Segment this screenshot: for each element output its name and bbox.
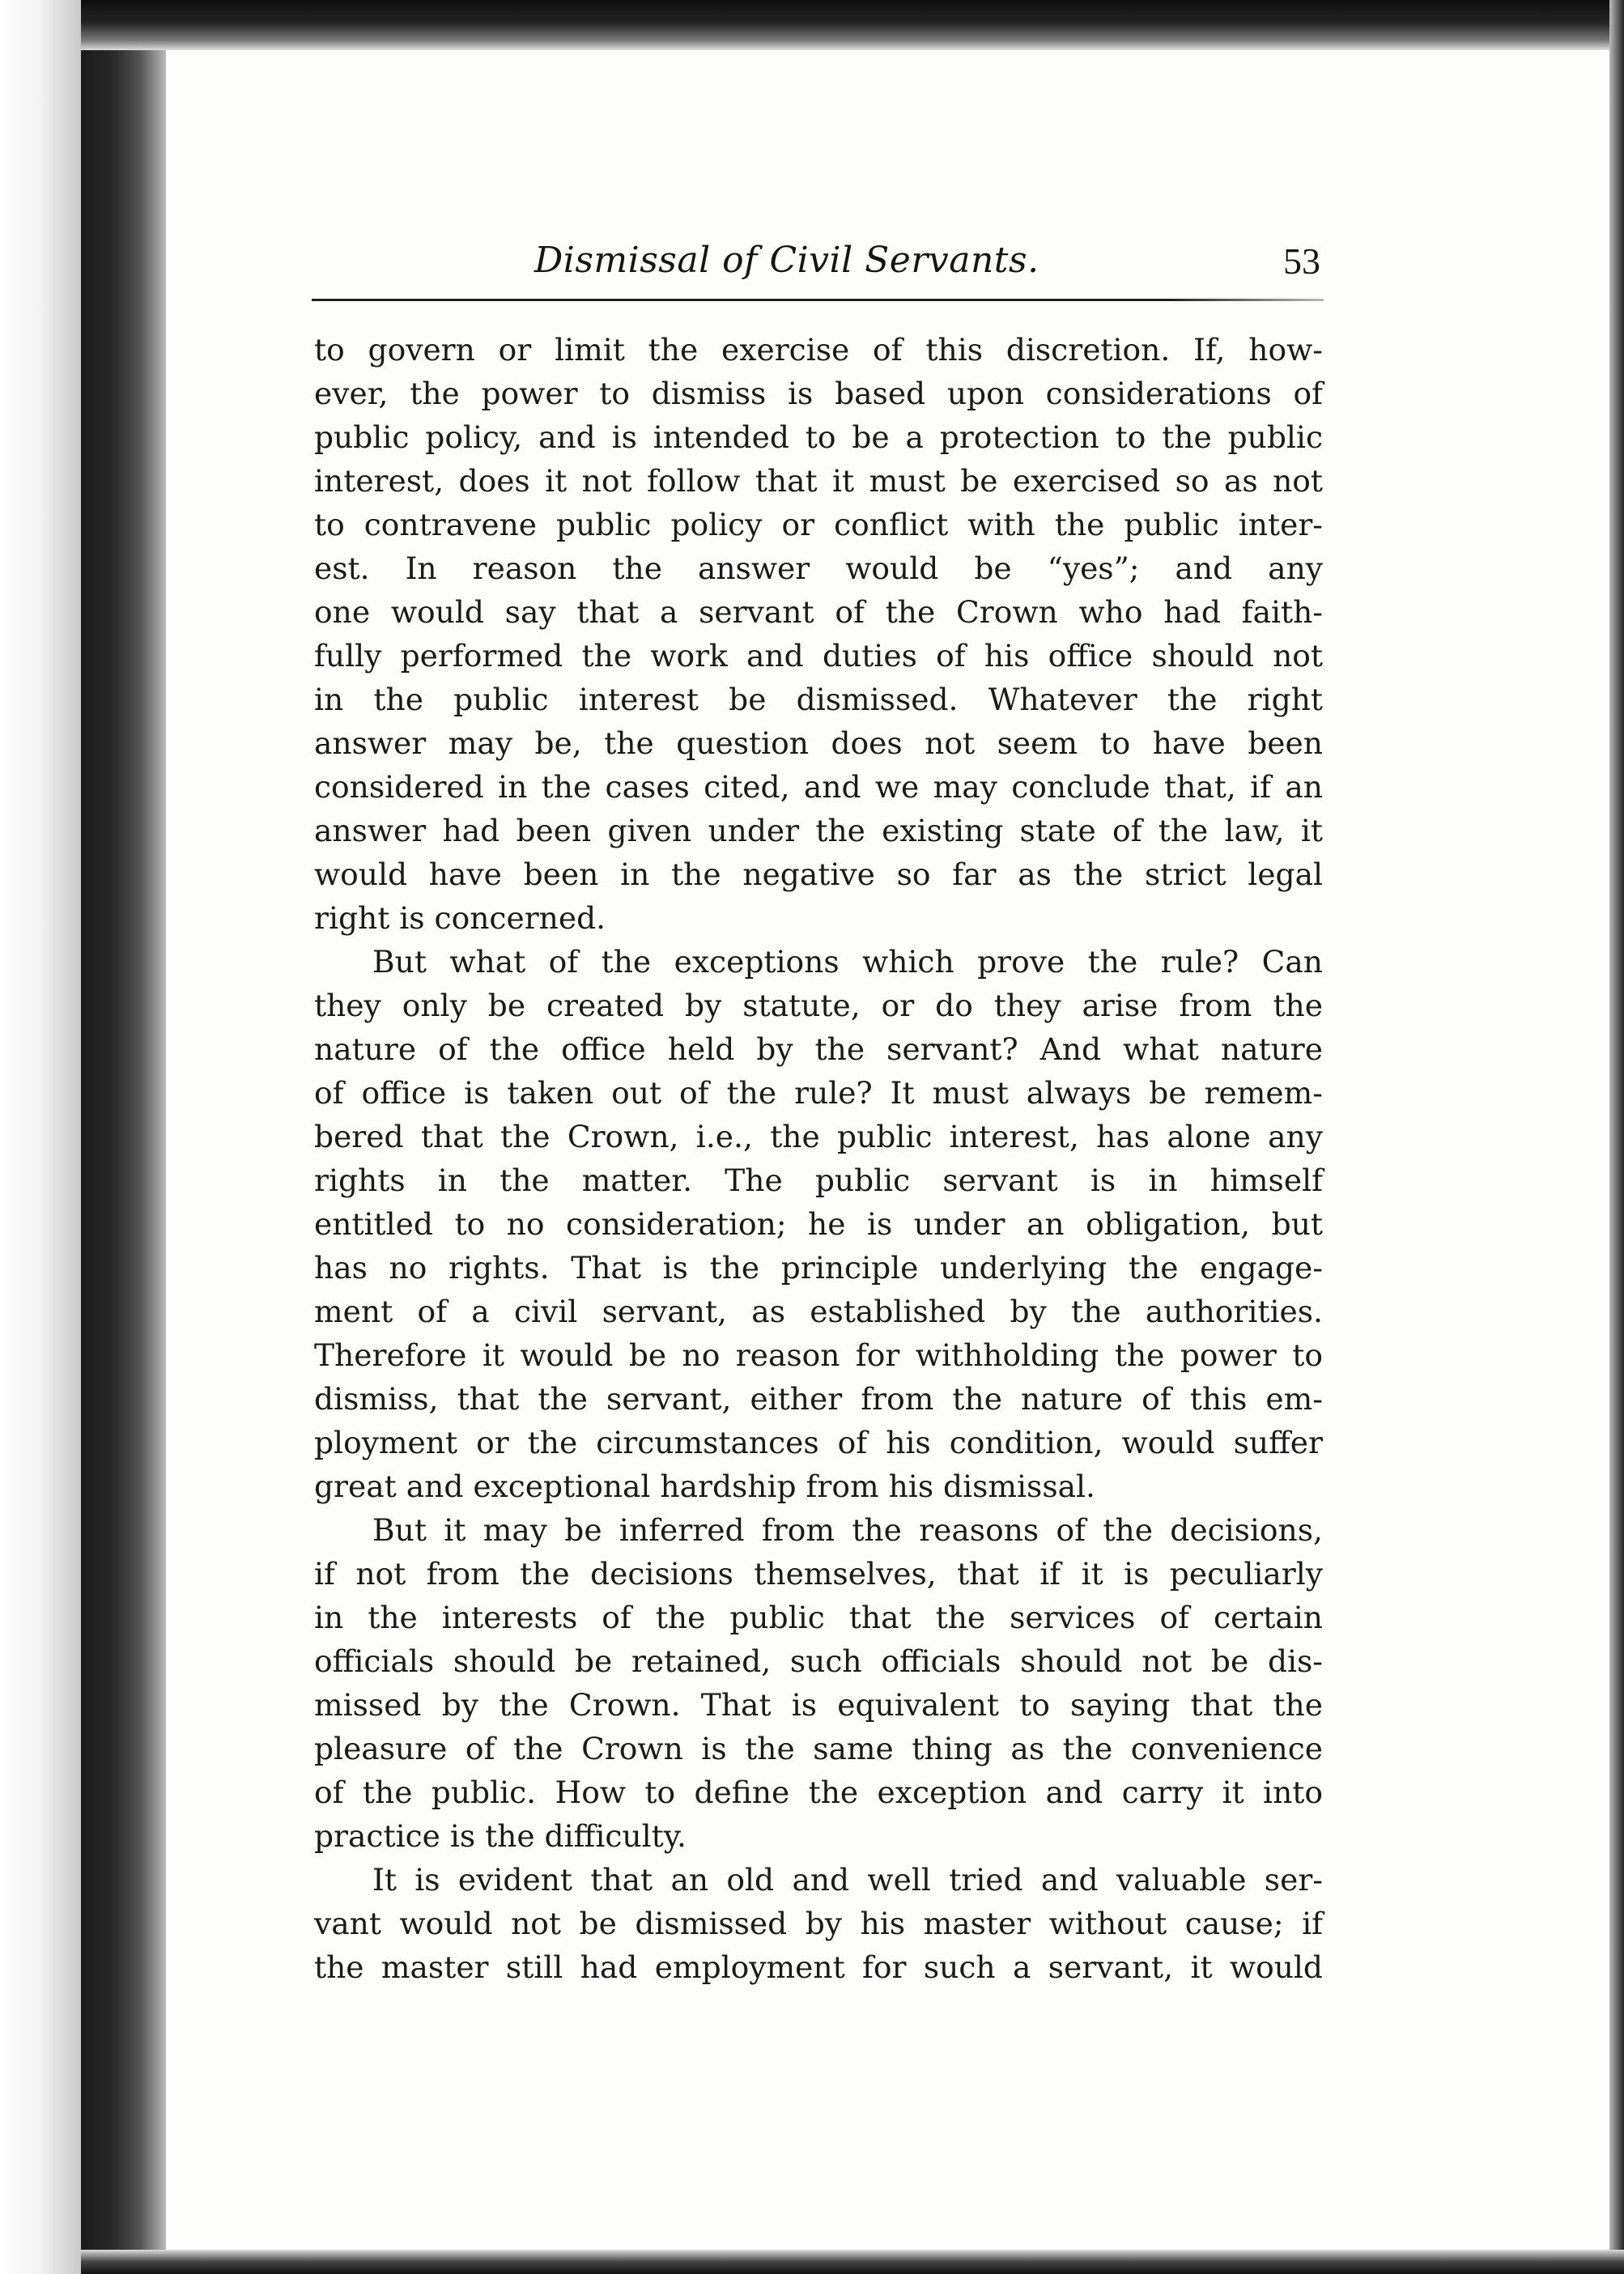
text-line: nature of the office held by the servant? And what nature xyxy=(314,1031,1323,1067)
text-line: missed by the Crown. That is equivalent to saying that the xyxy=(314,1687,1323,1723)
page-number: 53 xyxy=(1283,240,1320,282)
text-line: the master still had employment for such a servant, it would xyxy=(314,1949,1323,1985)
text-line: est. In reason the answer would be “yes”; and any xyxy=(314,550,1323,586)
text-line: dismiss, that the servant, either from the nature of this em- xyxy=(314,1381,1323,1417)
paragraph-1 xyxy=(314,328,1323,940)
header-rule xyxy=(312,299,1324,301)
text-line: considered in the cases cited, and we may conclude that, if an xyxy=(314,769,1323,805)
scan-edge-top xyxy=(81,0,1624,50)
body-text xyxy=(314,328,1323,1989)
text-line: answer had been given under the existing state of the law, it xyxy=(314,813,1323,848)
text-line: pleasure of the Crown is the same thing as the convenience xyxy=(314,1731,1323,1766)
text-line: right is concerned. xyxy=(314,900,606,936)
text-line: to govern or limit the exercise of this discretion. If, how- xyxy=(314,332,1323,368)
text-line: if not from the decisions themselves, that if it is peculiarly xyxy=(314,1556,1323,1592)
text-line: interest, does it not follow that it must be exercised so as not xyxy=(314,463,1323,499)
text-line: rights in the matter. The public servant is in himself xyxy=(314,1163,1323,1198)
text-line: ployment or the circumstances of his condition, would suffer xyxy=(314,1425,1323,1460)
text-line: one would say that a servant of the Crown who had faith- xyxy=(314,594,1323,630)
text-line: bered that the Crown, i.e., the public interest, has alone any xyxy=(314,1119,1323,1154)
text-line: great and exceptional hardship from his dismissal. xyxy=(314,1469,1095,1504)
text-line: officials should be retained, such officials should not be dis- xyxy=(314,1643,1323,1679)
book-binding-shadow xyxy=(81,32,166,2251)
text-line: of the public. How to define the exception and carry it into xyxy=(314,1775,1323,1810)
paragraph-2 xyxy=(314,940,1323,1508)
text-line: in the public interest be dismissed. Whatever the right xyxy=(314,682,1323,717)
text-line: vant would not be dismissed by his master without cause; if xyxy=(314,1906,1323,1941)
text-line: ment of a civil servant, as established by the authorities. xyxy=(314,1294,1323,1329)
text-line: to contravene public policy or conflict with the public inter- xyxy=(314,507,1323,542)
text-line: they only be created by statute, or do they arise from the xyxy=(314,988,1323,1023)
scan-margin-left xyxy=(0,0,81,2274)
text-line: has no rights. That is the principle underlying the engage- xyxy=(314,1250,1323,1286)
scan-edge-right xyxy=(1609,0,1624,2274)
text-line: entitled to no consideration; he is under an obligation, but xyxy=(314,1206,1323,1242)
text-line: in the interests of the public that the services of certain xyxy=(314,1600,1323,1635)
text-line: Therefore it would be no reason for withholding the power to xyxy=(314,1337,1323,1373)
text-line: But it may be inferred from the reasons of the decisions, xyxy=(372,1512,1323,1548)
text-line: answer may be, the question does not seem to have been xyxy=(314,725,1323,761)
page-header xyxy=(312,240,1322,288)
text-line: But what of the exceptions which prove the rule? Can xyxy=(372,944,1323,980)
paragraph-4 xyxy=(314,1858,1323,1989)
running-head: Dismissal of Civil Servants. xyxy=(534,240,1039,281)
text-line: public policy, and is intended to be a protection to the public xyxy=(314,419,1323,455)
paragraph-3 xyxy=(314,1508,1323,1858)
text-line: fully performed the work and duties of his office should not xyxy=(314,638,1323,674)
text-line: of office is taken out of the rule? It must always be remem- xyxy=(314,1075,1323,1111)
text-line: would have been in the negative so far as the strict legal xyxy=(314,856,1323,892)
text-line: ever, the power to dismiss is based upon considerations of xyxy=(314,376,1323,411)
scan-edge-bottom xyxy=(81,2250,1624,2274)
text-line: It is evident that an old and well tried and valuable ser- xyxy=(372,1862,1323,1898)
text-line: practice is the difficulty. xyxy=(314,1818,687,1854)
